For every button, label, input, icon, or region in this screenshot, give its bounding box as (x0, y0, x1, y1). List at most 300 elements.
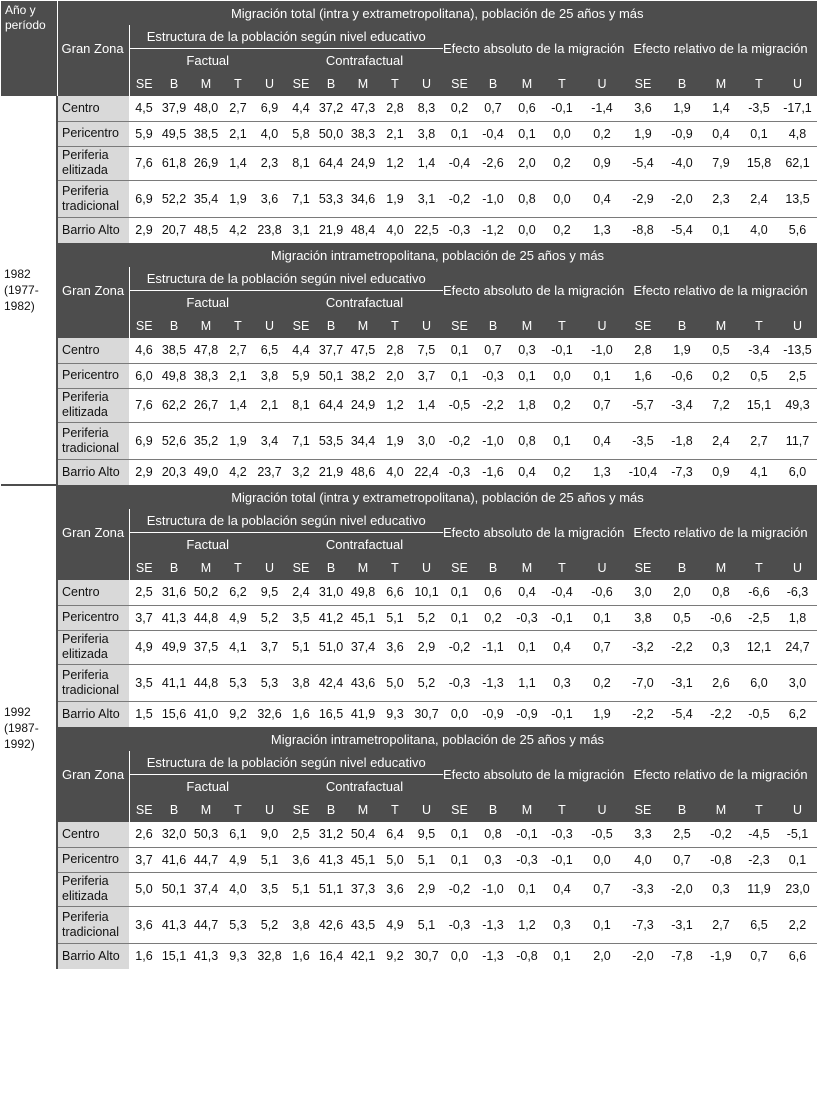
block-title-row (1, 485, 817, 509)
data-cell: 2,4 (702, 422, 740, 459)
column-header-spacer (57, 314, 129, 338)
data-cell: 2,1 (253, 388, 286, 422)
data-cell: 0,0 (544, 180, 580, 217)
data-cell: 0,6 (510, 96, 544, 121)
data-cell: 6,5 (253, 338, 286, 363)
data-cell: -0,3 (443, 906, 476, 943)
column-header: T (223, 556, 253, 580)
table-row (1, 217, 817, 243)
column-header: B (316, 72, 346, 96)
column-header: U (253, 798, 286, 822)
data-cell: 2,0 (510, 146, 544, 180)
column-header: B (476, 556, 510, 580)
data-cell: -0,2 (443, 872, 476, 906)
data-cell: -0,6 (580, 580, 624, 605)
data-cell: 61,8 (159, 146, 189, 180)
data-cell: -7,0 (624, 664, 662, 701)
subheader-row (1, 751, 817, 774)
column-header: M (346, 72, 380, 96)
data-cell: -0,6 (662, 363, 702, 388)
data-cell: -5,1 (778, 822, 817, 847)
column-header: SE (129, 556, 159, 580)
data-cell: 31,0 (316, 580, 346, 605)
data-cell: 34,4 (346, 422, 380, 459)
column-header: T (740, 556, 778, 580)
data-cell: -0,8 (702, 847, 740, 872)
data-cell: 0,3 (476, 847, 510, 872)
column-header: SE (286, 556, 316, 580)
table-row (1, 847, 817, 872)
table-row (1, 872, 817, 906)
column-header-spacer (57, 72, 129, 96)
data-cell: 0,5 (662, 605, 702, 630)
data-cell: 0,0 (450, 707, 469, 722)
data-cell: 0,1 (580, 363, 624, 388)
zone-label-line: elitizada (62, 647, 108, 661)
data-cell: 5,3 (223, 664, 253, 701)
data-cell: 38,3 (346, 121, 380, 146)
data-cell: 4,8 (778, 121, 817, 146)
data-cell: 1,6 (292, 707, 310, 722)
data-cell: 0,0 (544, 121, 580, 146)
data-cell: -2,2 (710, 707, 732, 722)
column-header: SE (129, 798, 159, 822)
column-header: M (189, 556, 223, 580)
data-cell: 0,2 (544, 388, 580, 422)
column-header: B (662, 314, 702, 338)
data-cell: 0,8 (510, 180, 544, 217)
data-cell: 31,2 (316, 822, 346, 847)
data-cell: 41,9 (350, 707, 376, 722)
data-cell: 50,0 (316, 121, 346, 146)
column-header: B (662, 798, 702, 822)
data-cell: 3,0 (778, 664, 817, 701)
data-cell: -7,8 (671, 949, 693, 964)
data-cell: 11,9 (740, 872, 778, 906)
data-cell: 5,2 (410, 605, 443, 630)
data-cell: 15,6 (161, 707, 187, 722)
zone-label-line: tradicional (62, 682, 119, 697)
data-cell: 3,1 (410, 180, 443, 217)
data-cell: 4,5 (129, 96, 159, 121)
data-cell: 41,3 (159, 605, 189, 630)
data-cell: 50,4 (346, 822, 380, 847)
period-label-cell (1, 485, 57, 969)
data-cell: -0,2 (443, 180, 476, 217)
data-cell: -2,0 (662, 872, 702, 906)
factual-header: Factual (129, 774, 286, 798)
data-cell: 16,4 (318, 949, 344, 964)
column-header-row (1, 72, 817, 96)
data-cell: 0,5 (740, 363, 778, 388)
column-header: M (510, 798, 544, 822)
subheader-row (1, 25, 817, 48)
estructura-header: Estructura de la población según nivel educativo (129, 509, 443, 532)
data-cell: 3,8 (253, 363, 286, 388)
data-cell: 0,4 (580, 180, 624, 217)
column-header: SE (286, 314, 316, 338)
column-header: SE (129, 314, 159, 338)
data-cell: -7,3 (671, 465, 693, 480)
data-cell: 3,7 (253, 630, 286, 664)
data-cell: 9,5 (410, 822, 443, 847)
data-cell: 3,6 (253, 180, 286, 217)
data-cell: 37,2 (316, 96, 346, 121)
data-cell: 1,4 (410, 388, 443, 422)
data-cell: 24,9 (346, 146, 380, 180)
data-cell: -1,6 (482, 465, 504, 480)
data-cell: -2,6 (476, 146, 510, 180)
data-cell: -4,0 (662, 146, 702, 180)
data-cell: 1,3 (593, 465, 611, 480)
data-cell: 0,1 (443, 580, 476, 605)
data-cell: 7,9 (702, 146, 740, 180)
data-cell: 15,1 (740, 388, 778, 422)
data-cell: 16,5 (318, 707, 344, 722)
data-cell: -6,6 (740, 580, 778, 605)
column-header: SE (443, 798, 476, 822)
data-cell: 38,2 (346, 363, 380, 388)
data-cell: 2,2 (778, 906, 817, 943)
column-header: B (476, 72, 510, 96)
column-header: SE (443, 72, 476, 96)
data-cell: 1,9 (662, 338, 702, 363)
zone-label (57, 388, 129, 422)
column-header: M (702, 798, 740, 822)
data-cell: -3,5 (740, 96, 778, 121)
data-cell: 41,6 (159, 847, 189, 872)
data-cell: 53,3 (316, 180, 346, 217)
data-cell: 2,7 (740, 422, 778, 459)
data-cell: 0,1 (443, 121, 476, 146)
gran-zona-header: Gran Zona (57, 751, 129, 798)
data-cell: 2,6 (129, 822, 159, 847)
data-cell: 41,2 (316, 605, 346, 630)
data-cell: 4,4 (286, 96, 316, 121)
column-header: M (702, 314, 740, 338)
data-cell: -0,6 (702, 605, 740, 630)
data-cell: 62,2 (159, 388, 189, 422)
data-cell: 49,8 (159, 363, 189, 388)
zone-label-line: tradicional (62, 924, 119, 939)
data-cell: 4,2 (229, 223, 247, 238)
data-cell: 5,0 (129, 872, 159, 906)
data-cell: 44,7 (189, 847, 223, 872)
column-header: B (159, 72, 189, 96)
data-cell: -1,8 (662, 422, 702, 459)
data-cell: 5,2 (253, 906, 286, 943)
data-cell: -0,4 (476, 121, 510, 146)
data-cell: 0,8 (476, 822, 510, 847)
data-cell: -1,3 (476, 664, 510, 701)
data-cell: 7,1 (286, 180, 316, 217)
data-cell: 42,4 (316, 664, 346, 701)
data-cell: -10,4 (628, 465, 658, 480)
data-cell: 1,9 (624, 121, 662, 146)
data-cell: 6,6 (788, 949, 807, 964)
column-header: U (253, 72, 286, 96)
zone-label: Centro (57, 96, 129, 121)
column-header: T (380, 314, 410, 338)
zone-label: Centro (57, 580, 129, 605)
column-header: T (223, 72, 253, 96)
data-cell: 5,3 (253, 664, 286, 701)
data-cell: -0,1 (510, 822, 544, 847)
data-cell: -2,2 (476, 388, 510, 422)
data-cell: 1,5 (135, 707, 153, 722)
data-cell: -0,9 (516, 707, 538, 722)
data-cell: -3,1 (662, 664, 702, 701)
column-header: T (380, 72, 410, 96)
data-cell: 2,3 (253, 146, 286, 180)
table-row (1, 943, 817, 969)
data-cell: 1,9 (662, 96, 702, 121)
column-header: SE (286, 72, 316, 96)
data-cell: 1,6 (624, 363, 662, 388)
estructura-header: Estructura de la población según nivel educativo (129, 267, 443, 290)
data-cell: 2,1 (380, 121, 410, 146)
data-cell: 0,8 (702, 580, 740, 605)
data-cell: 9,5 (253, 580, 286, 605)
data-cell: 1,9 (593, 707, 611, 722)
data-cell: 9,0 (253, 822, 286, 847)
data-cell: 4,0 (386, 223, 404, 238)
table-row (1, 388, 817, 422)
data-cell: 2,4 (286, 580, 316, 605)
table-row (1, 338, 817, 363)
data-cell: 10,1 (410, 580, 443, 605)
efecto-absoluto-header: Efecto absoluto de la migración (443, 267, 624, 314)
data-cell: 44,8 (189, 664, 223, 701)
data-cell: 2,9 (135, 465, 153, 480)
zone-label: Pericentro (57, 605, 129, 630)
data-cell: 6,1 (223, 822, 253, 847)
data-cell: 37,3 (346, 872, 380, 906)
data-cell: 24,9 (346, 388, 380, 422)
column-header: B (316, 556, 346, 580)
table-row (1, 459, 817, 485)
data-cell: 6,6 (380, 580, 410, 605)
column-header: T (223, 314, 253, 338)
table-row (1, 363, 817, 388)
data-cell: -3,4 (740, 338, 778, 363)
zone-label-line: Periferia (62, 183, 109, 198)
data-cell: 3,2 (292, 465, 310, 480)
table-row (1, 605, 817, 630)
data-cell: 3,6 (286, 847, 316, 872)
data-cell: 47,8 (189, 338, 223, 363)
data-cell: 37,4 (189, 872, 223, 906)
data-cell: 48,5 (193, 223, 219, 238)
data-cell: 0,1 (510, 630, 544, 664)
data-cell: 35,4 (189, 180, 223, 217)
data-cell: 49,9 (159, 630, 189, 664)
zone-label: Barrio Alto (57, 459, 129, 485)
data-cell: 45,1 (346, 847, 380, 872)
data-cell: 1,9 (380, 422, 410, 459)
contrafactual-header: Contrafactual (286, 532, 443, 556)
column-header: M (702, 72, 740, 96)
data-cell: 0,3 (702, 872, 740, 906)
data-cell: 7,6 (129, 146, 159, 180)
data-cell: 49,0 (193, 465, 219, 480)
data-cell: 1,2 (510, 906, 544, 943)
column-header: M (189, 72, 223, 96)
data-cell: 5,1 (286, 872, 316, 906)
data-cell: 51,1 (316, 872, 346, 906)
zone-label-line: Periferia (62, 909, 109, 924)
data-cell: -0,1 (544, 605, 580, 630)
data-cell: 4,9 (223, 847, 253, 872)
zone-label-line: Periferia (62, 632, 109, 646)
data-cell: 2,7 (223, 338, 253, 363)
data-cell: 0,4 (518, 465, 536, 480)
data-cell: 26,7 (189, 388, 223, 422)
column-header: SE (443, 556, 476, 580)
data-cell: 1,2 (380, 388, 410, 422)
data-cell: 23,7 (257, 465, 282, 480)
column-header: SE (624, 314, 662, 338)
data-cell: 3,8 (624, 605, 662, 630)
column-header: SE (624, 798, 662, 822)
data-cell: 62,1 (778, 146, 817, 180)
data-cell: 6,9 (253, 96, 286, 121)
data-cell: 0,4 (510, 580, 544, 605)
column-header: U (410, 72, 443, 96)
zone-label-line: Periferia (62, 148, 109, 162)
column-header: M (510, 556, 544, 580)
column-header: B (159, 556, 189, 580)
data-cell: 1,1 (510, 664, 544, 701)
zone-label: Centro (57, 338, 129, 363)
data-cell: 38,3 (189, 363, 223, 388)
data-cell: 0,1 (510, 363, 544, 388)
data-cell: -7,3 (624, 906, 662, 943)
data-cell: -1,1 (476, 630, 510, 664)
data-cell: 5,1 (410, 906, 443, 943)
zone-label: Barrio Alto (57, 701, 129, 727)
zone-label (57, 872, 129, 906)
data-cell: 6,5 (740, 906, 778, 943)
data-cell: -2,3 (740, 847, 778, 872)
column-header-row (1, 314, 817, 338)
zone-label: Barrio Alto (57, 217, 129, 243)
data-cell: 0,1 (580, 605, 624, 630)
data-cell: 1,6 (292, 949, 310, 964)
data-cell: 5,3 (223, 906, 253, 943)
data-cell: 2,8 (380, 96, 410, 121)
data-cell: 23,8 (257, 223, 282, 238)
data-cell: -0,3 (443, 664, 476, 701)
data-cell: 0,2 (544, 146, 580, 180)
subheader-row (1, 267, 817, 290)
data-cell: 2,5 (662, 822, 702, 847)
data-cell: 1,2 (380, 146, 410, 180)
data-cell: 0,2 (553, 223, 571, 238)
data-cell: 41,3 (316, 847, 346, 872)
data-cell: 20,7 (161, 223, 187, 238)
data-cell: -1,0 (476, 180, 510, 217)
column-header: U (410, 314, 443, 338)
data-cell: 49,3 (778, 388, 817, 422)
data-cell: 51,0 (316, 630, 346, 664)
data-cell: 5,0 (380, 847, 410, 872)
data-cell: 2,1 (223, 363, 253, 388)
zone-label: Pericentro (57, 363, 129, 388)
column-header: U (580, 72, 624, 96)
data-cell: 2,9 (410, 872, 443, 906)
data-cell: 5,9 (286, 363, 316, 388)
data-cell: 22,5 (414, 223, 439, 238)
data-cell: 0,1 (510, 872, 544, 906)
data-cell: 37,4 (346, 630, 380, 664)
data-cell: 7,2 (702, 388, 740, 422)
data-cell: -1,2 (482, 223, 504, 238)
zone-label: Barrio Alto (57, 943, 129, 969)
column-header: T (223, 798, 253, 822)
data-cell: 4,0 (624, 847, 662, 872)
data-cell: 0,0 (580, 847, 624, 872)
data-cell: 1,9 (223, 180, 253, 217)
year-period-label: Año y período (5, 3, 46, 32)
data-cell: 4,1 (750, 465, 768, 480)
data-cell: 26,9 (189, 146, 223, 180)
data-cell: 37,5 (189, 630, 223, 664)
block-title-row (1, 243, 817, 267)
data-cell: 0,7 (476, 338, 510, 363)
block-title-row (1, 1, 817, 25)
data-cell: 52,6 (159, 422, 189, 459)
data-cell: 6,2 (223, 580, 253, 605)
data-cell: 41,0 (193, 707, 219, 722)
data-cell: 0,7 (476, 96, 510, 121)
data-cell: 3,5 (129, 664, 159, 701)
data-cell: -5,4 (671, 223, 693, 238)
data-cell: 3,8 (410, 121, 443, 146)
data-cell: 41,1 (159, 664, 189, 701)
data-cell: -0,3 (448, 223, 471, 238)
column-header: M (189, 798, 223, 822)
data-cell: 3,0 (410, 422, 443, 459)
zone-label (57, 630, 129, 664)
data-cell: 42,1 (350, 949, 376, 964)
data-cell: 48,4 (350, 223, 376, 238)
column-header-row (1, 556, 817, 580)
data-cell: 1,4 (702, 96, 740, 121)
column-header: M (346, 556, 380, 580)
data-cell: -3,5 (624, 422, 662, 459)
data-cell: 6,0 (740, 664, 778, 701)
data-cell: -8,8 (632, 223, 654, 238)
data-cell: 4,9 (380, 906, 410, 943)
data-cell: 0,7 (662, 847, 702, 872)
data-cell: -0,9 (662, 121, 702, 146)
data-cell: 0,9 (580, 146, 624, 180)
year-period-header (1, 1, 57, 96)
data-cell: -5,7 (624, 388, 662, 422)
column-header: M (189, 314, 223, 338)
data-cell: -2,0 (662, 180, 702, 217)
column-header: U (410, 556, 443, 580)
efecto-relativo-header: Efecto relativo de la migración (624, 509, 817, 556)
zone-label-line: Periferia (62, 667, 109, 682)
data-cell: 50,3 (189, 822, 223, 847)
data-cell: -0,3 (544, 822, 580, 847)
data-cell: 3,3 (624, 822, 662, 847)
period-label-line: 1992 (4, 704, 31, 719)
data-cell: 5,1 (380, 605, 410, 630)
column-header: B (476, 798, 510, 822)
